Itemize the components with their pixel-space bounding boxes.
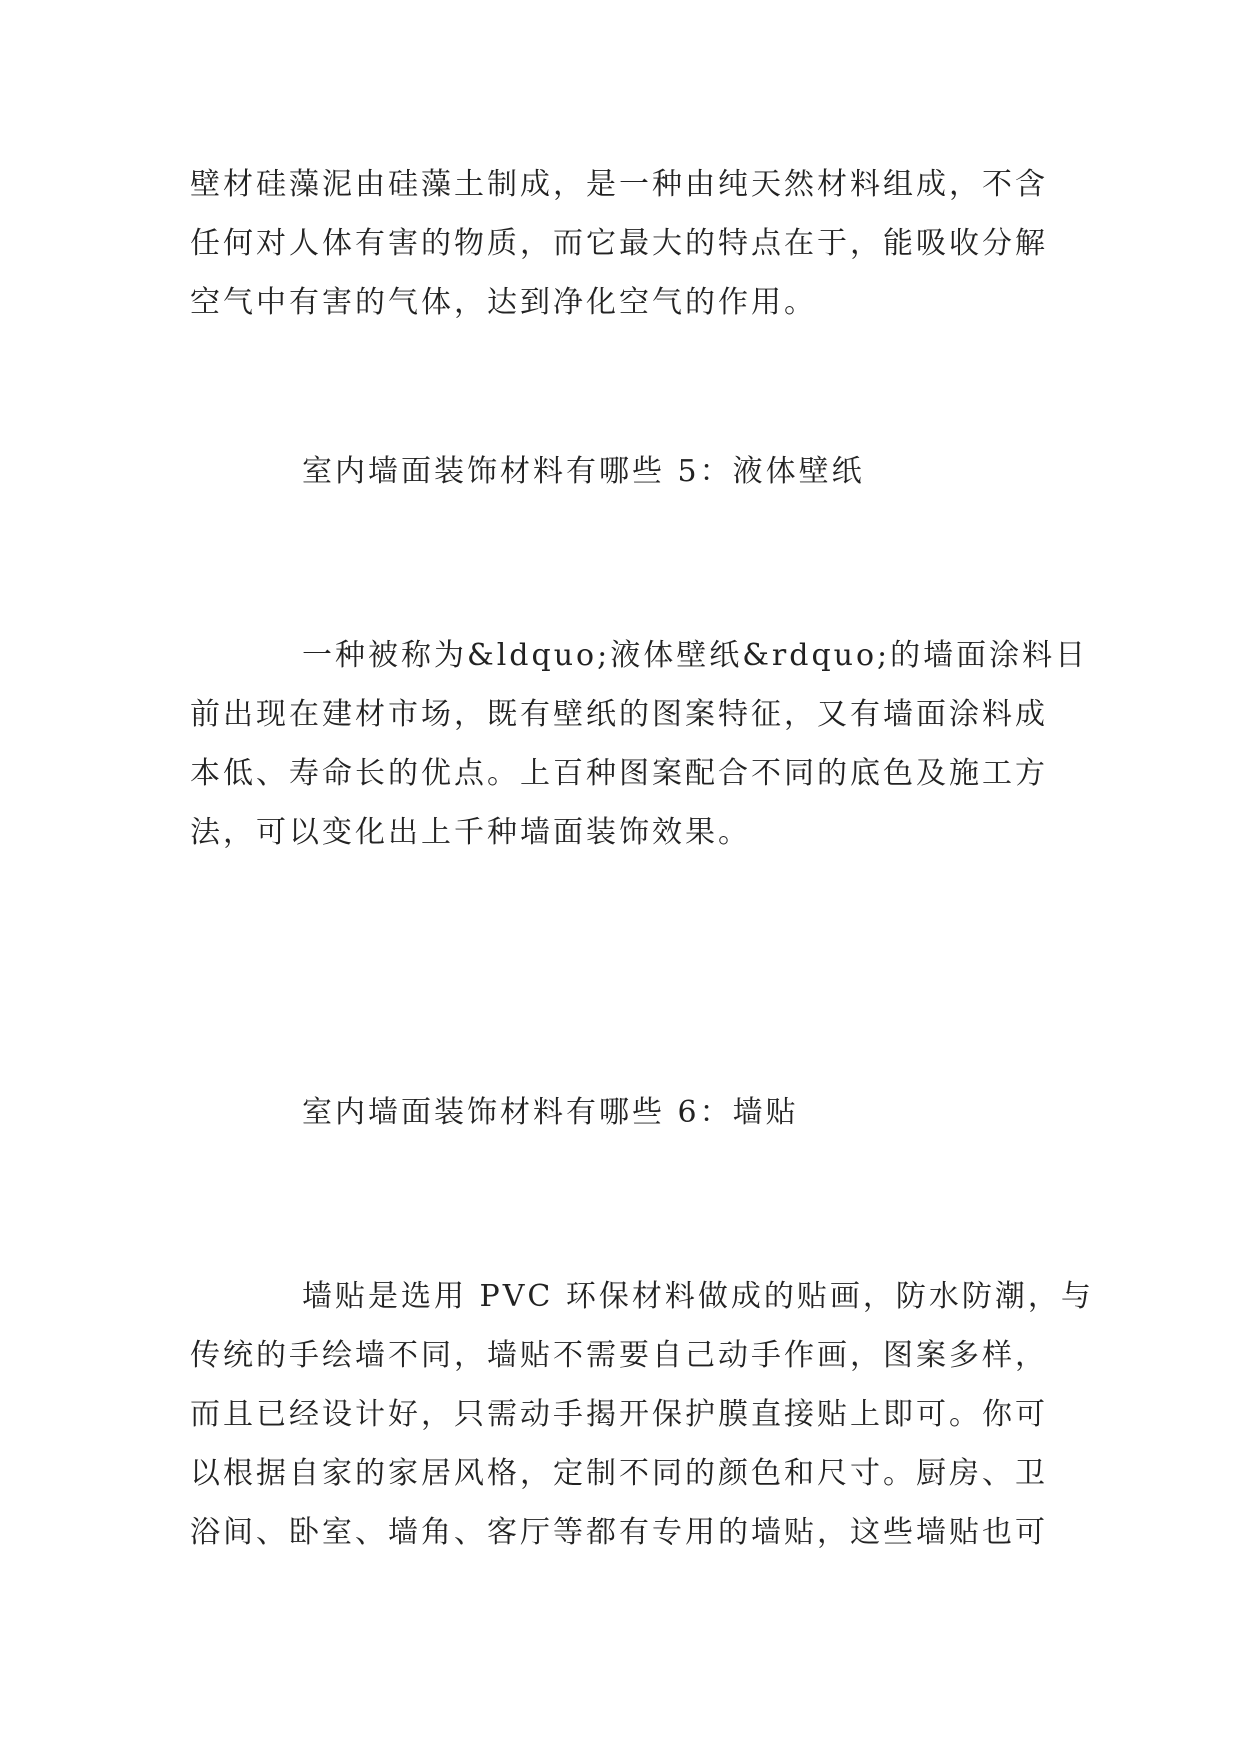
text-line: 前出现在建材市场，既有壁纸的图案特征，又有墙面涂料成 — [190, 697, 1048, 732]
text-line: 法，可以变化出上千种墙面装饰效果。 — [190, 815, 751, 850]
text-line: 壁材硅藻泥由硅藻土制成，是一种由纯天然材料组成，不含 — [190, 167, 1048, 202]
text-line: 空气中有害的气体，达到净化空气的作用。 — [190, 285, 817, 320]
section-heading-liquid-wallpaper: 室内墙面装饰材料有哪些 5：液体壁纸 — [302, 454, 865, 489]
text-line: 任何对人体有害的物质，而它最大的特点在于，能吸收分解 — [190, 226, 1048, 261]
text-line: 本低、寿命长的优点。上百种图案配合不同的底色及施工方 — [190, 756, 1048, 791]
section-heading-wall-sticker: 室内墙面装饰材料有哪些 6：墙贴 — [302, 1095, 799, 1130]
text-line: 传统的手绘墙不同，墙贴不需要自己动手作画，图案多样， — [190, 1338, 1048, 1373]
text-line: 以根据自家的家居风格，定制不同的颜色和尺寸。厨房、卫 — [190, 1456, 1048, 1491]
paragraph-liquid-wallpaper — [190, 626, 1089, 862]
text-line: 一种被称为&ldquo;液体壁纸&rdquo;的墙面涂料日 — [302, 638, 1089, 673]
paragraph-wall-sticker — [190, 1267, 1094, 1562]
paragraph-diatom-mud — [190, 155, 1060, 332]
text-line: 而且已经设计好，只需动手揭开保护膜直接贴上即可。你可 — [190, 1397, 1048, 1432]
text-line: 墙贴是选用 PVC 环保材料做成的贴画，防水防潮，与 — [302, 1279, 1094, 1314]
text-line: 浴间、卧室、墙角、客厅等都有专用的墙贴，这些墙贴也可 — [190, 1515, 1048, 1550]
